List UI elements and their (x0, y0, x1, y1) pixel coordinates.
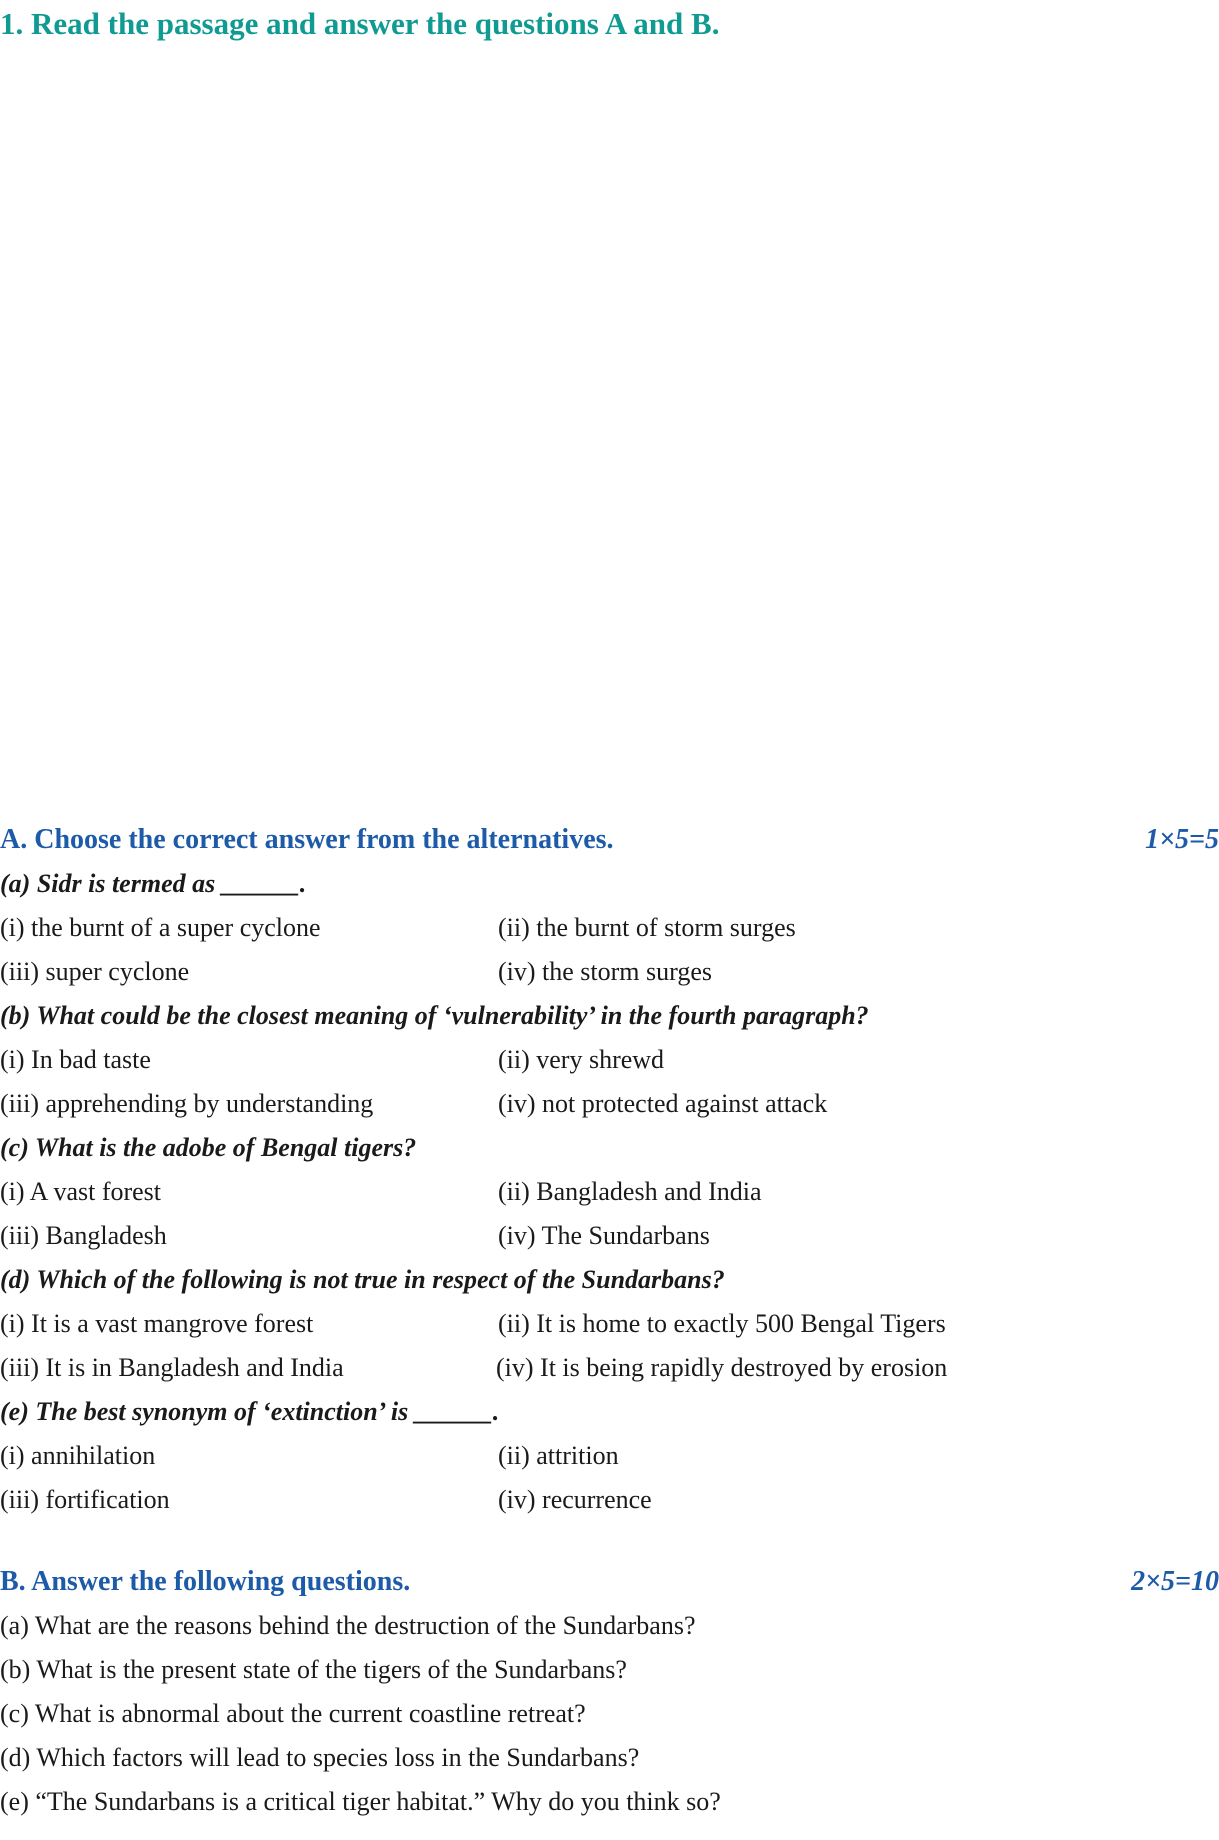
mcq-question-d: (d) Which of the following is not true in respect of the Sundarbans? (0, 1265, 725, 1294)
section-b-marks: 2×5=10 (1131, 1566, 1219, 1597)
passage-area (0, 60, 1219, 820)
section-b-heading (0, 1560, 1219, 1604)
option-a-i[interactable]: (i) the burnt of a super cyclone (0, 913, 321, 942)
option-b-i[interactable]: (i) In bad taste (0, 1045, 151, 1074)
option-e-iii[interactable]: (iii) fortification (0, 1485, 170, 1514)
section-a-heading (0, 818, 1219, 862)
option-e-iv[interactable]: (iv) recurrence (498, 1485, 652, 1514)
option-d-iii[interactable]: (iii) It is in Bangladesh and India (0, 1353, 344, 1382)
option-b-iii[interactable]: (iii) apprehending by understanding (0, 1089, 374, 1118)
short-question-a: (a) What are the reasons behind the destruction of the Sundarbans? (0, 1611, 696, 1640)
option-d-i[interactable]: (i) It is a vast mangrove forest (0, 1309, 314, 1338)
option-c-ii[interactable]: (ii) Bangladesh and India (498, 1177, 762, 1206)
section-a-marks: 1×5=5 (1145, 824, 1219, 855)
mcq-question-e: (e) The best synonym of ‘extinction’ is ______. (0, 1397, 500, 1426)
short-question-b: (b) What is the present state of the tigers of the Sundarbans? (0, 1655, 627, 1684)
option-row (0, 1170, 1219, 1214)
mcq-question-c: (c) What is the adobe of Bengal tigers? (0, 1133, 417, 1162)
option-row (0, 1302, 1219, 1346)
option-a-iii[interactable]: (iii) super cyclone (0, 957, 190, 986)
option-row (0, 906, 1219, 950)
section-a-heading-text: A. Choose the correct answer from the alternatives. (0, 824, 614, 855)
option-d-iv[interactable]: (iv) It is being rapidly destroyed by erosion (496, 1353, 948, 1382)
short-question-d: (d) Which factors will lead to species loss in the Sundarbans? (0, 1743, 640, 1772)
question-title: 1. Read the passage and answer the questions A and B. (0, 6, 720, 41)
option-row (0, 1214, 1219, 1258)
section-b-heading-text: B. Answer the following questions. (0, 1566, 411, 1597)
option-e-i[interactable]: (i) annihilation (0, 1441, 156, 1470)
option-row (0, 1478, 1219, 1522)
option-e-ii[interactable]: (ii) attrition (498, 1441, 619, 1470)
option-row (0, 1346, 1219, 1390)
option-row (0, 1082, 1219, 1126)
option-a-iv[interactable]: (iv) the storm surges (498, 957, 712, 986)
option-row (0, 1038, 1219, 1082)
mcq-question-a: (a) Sidr is termed as ______. (0, 869, 307, 898)
option-b-iv[interactable]: (iv) not protected against attack (498, 1089, 828, 1118)
option-c-iii[interactable]: (iii) Bangladesh (0, 1221, 167, 1250)
option-a-ii[interactable]: (ii) the burnt of storm surges (498, 913, 796, 942)
option-row (0, 1434, 1219, 1478)
section-b (0, 1560, 1219, 1824)
mcq-question-b: (b) What could be the closest meaning of ‘vulnerability’ in the fourth paragraph? (0, 1001, 869, 1030)
option-row (0, 950, 1219, 994)
option-c-iv[interactable]: (iv) The Sundarbans (498, 1221, 710, 1250)
option-d-ii[interactable]: (ii) It is home to exactly 500 Bengal Tigers (498, 1309, 946, 1338)
short-question-e: (e) “The Sundarbans is a critical tiger habitat.” Why do you think so? (0, 1787, 721, 1816)
option-b-ii[interactable]: (ii) very shrewd (498, 1045, 665, 1074)
option-c-i[interactable]: (i) A vast forest (0, 1177, 162, 1206)
section-a (0, 818, 1219, 1522)
short-question-c: (c) What is abnormal about the current coastline retreat? (0, 1699, 586, 1728)
